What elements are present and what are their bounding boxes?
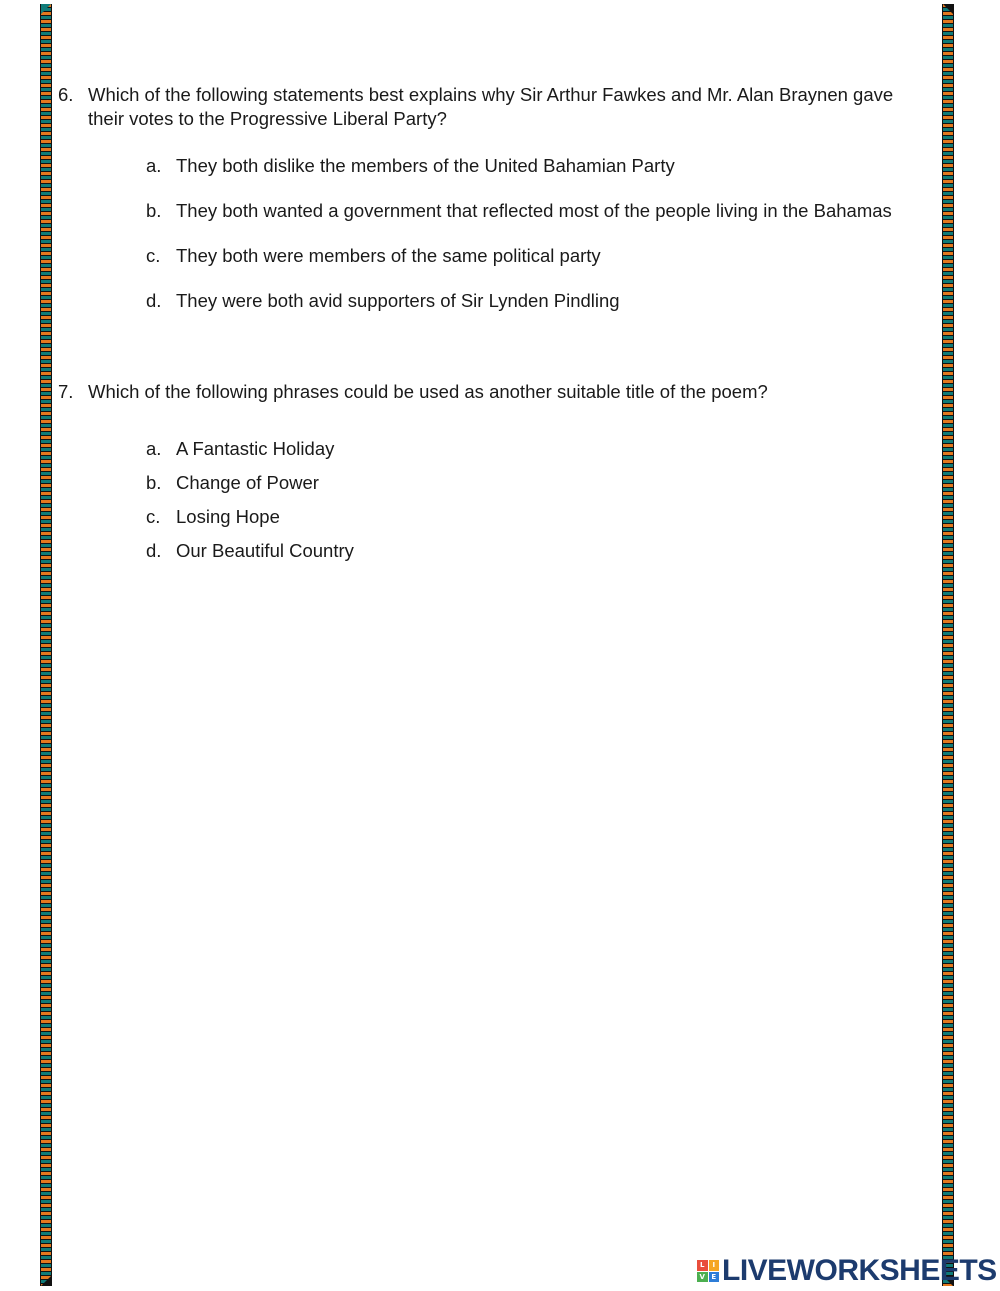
option-b[interactable] xyxy=(146,471,354,505)
option-letter: b. xyxy=(146,472,162,493)
left-decorative-border xyxy=(40,4,52,1286)
logo-letter-i: I xyxy=(709,1260,720,1271)
logo-letter-e: E xyxy=(709,1272,720,1283)
option-a[interactable] xyxy=(146,154,892,199)
option-text: They were both avid supporters of Sir Lynden Pindling xyxy=(176,290,620,311)
option-text: A Fantastic Holiday xyxy=(176,438,335,459)
question-text: Which of the following phrases could be used as another suitable title of the poem? xyxy=(88,381,768,402)
logo-letter-l: L xyxy=(697,1260,708,1271)
right-decorative-border xyxy=(942,4,954,1286)
corner-ornament-icon xyxy=(943,4,953,14)
question-7 xyxy=(58,380,908,404)
corner-ornament-icon xyxy=(41,1276,51,1286)
option-b[interactable] xyxy=(146,199,892,244)
option-letter: b. xyxy=(146,200,162,221)
option-text: Losing Hope xyxy=(176,506,280,527)
option-d[interactable] xyxy=(146,289,892,334)
liveworksheets-logo-icon xyxy=(697,1260,719,1282)
watermark-brand-text: LIVEWORKSHEETS xyxy=(722,1254,997,1287)
option-letter: a. xyxy=(146,438,162,459)
option-text: Our Beautiful Country xyxy=(176,540,354,561)
question-7-options xyxy=(146,437,354,573)
option-text: They both wanted a government that reflected most of the people living in the Bahamas xyxy=(176,200,892,221)
option-letter: d. xyxy=(146,540,162,561)
question-6-options xyxy=(146,154,892,334)
option-c[interactable] xyxy=(146,244,892,289)
question-6 xyxy=(58,83,908,131)
corner-ornament-icon xyxy=(41,4,51,14)
option-text: Change of Power xyxy=(176,472,319,493)
option-letter: d. xyxy=(146,290,162,311)
question-number: 6. xyxy=(58,84,74,105)
option-a[interactable] xyxy=(146,437,354,471)
option-letter: a. xyxy=(146,155,162,176)
question-text: Which of the following statements best explains why Sir Arthur Fawkes and Mr. Alan Braynen gave their votes to the Progressive Liberal Party? xyxy=(88,84,894,129)
liveworksheets-watermark[interactable] xyxy=(697,1255,997,1287)
option-text: They both were members of the same political party xyxy=(176,245,601,266)
option-c[interactable] xyxy=(146,505,354,539)
option-text: They both dislike the members of the United Bahamian Party xyxy=(176,155,675,176)
option-d[interactable] xyxy=(146,539,354,573)
question-number: 7. xyxy=(58,381,74,402)
logo-letter-v: V xyxy=(697,1272,708,1283)
option-letter: c. xyxy=(146,506,161,527)
option-letter: c. xyxy=(146,245,161,266)
